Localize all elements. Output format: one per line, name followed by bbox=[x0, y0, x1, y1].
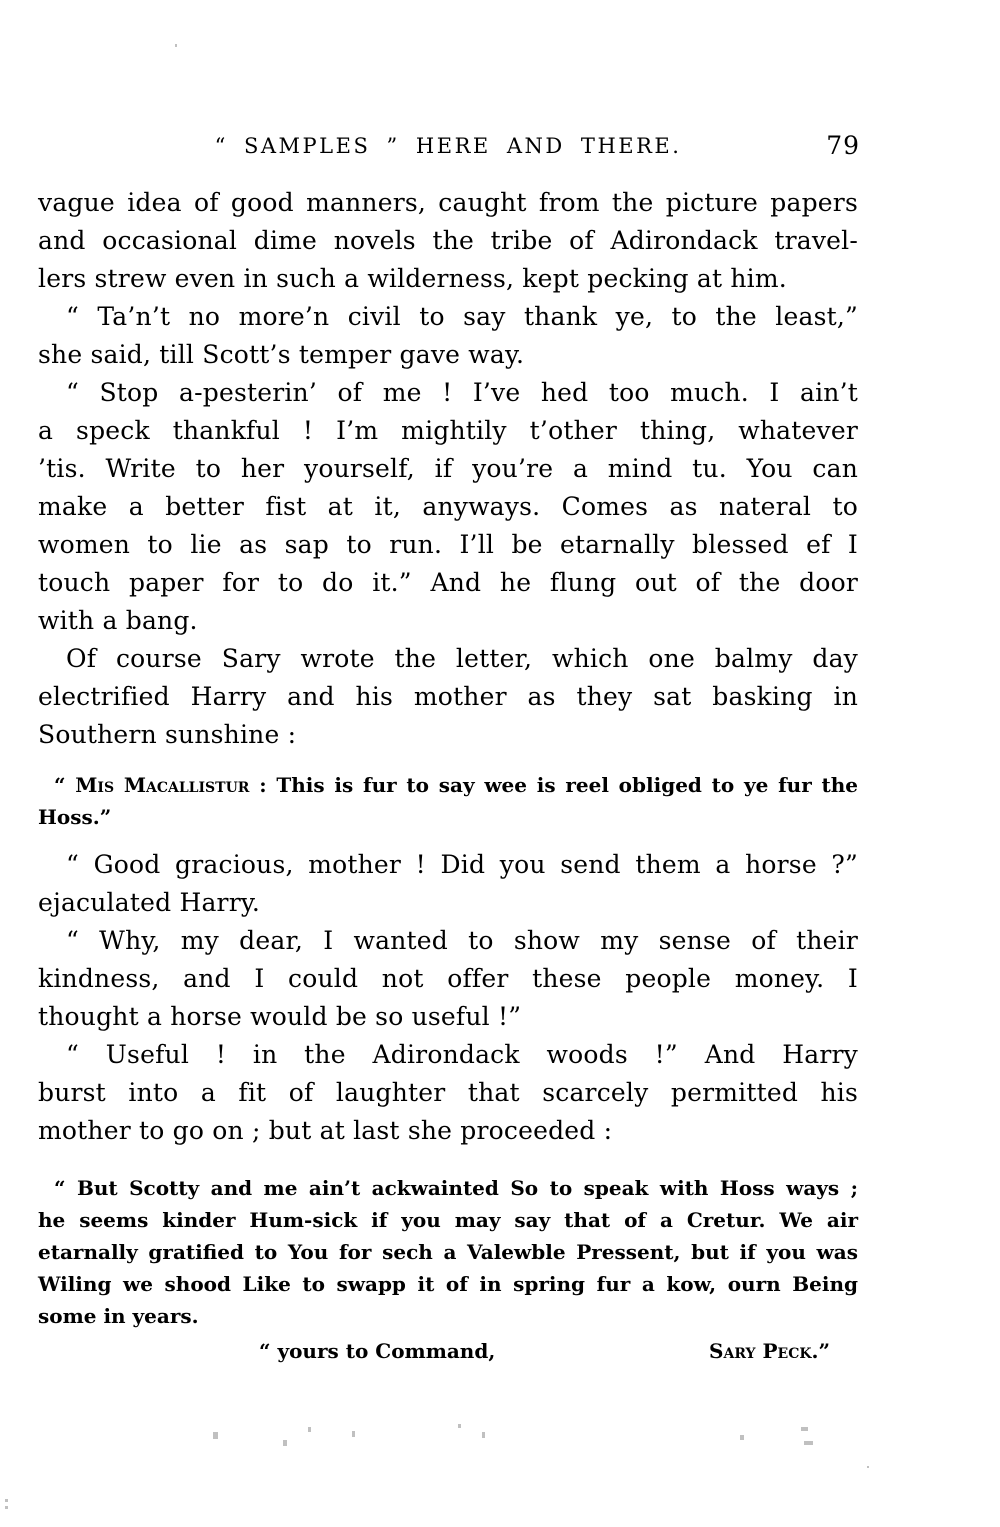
paragraph-7 bbox=[38, 1036, 858, 1150]
text-line: “ Ta’n’t no more’n civil to say thank ye, to the least,” bbox=[66, 302, 858, 331]
paragraph-1 bbox=[38, 184, 858, 298]
scan-speck bbox=[175, 44, 177, 47]
text-line: “ But Scotty and me ain’t ackwainted So to speak with Hoss ways ; bbox=[54, 1176, 858, 1200]
text-line: women to lie as sap to run. I’ll be etarnally blessed ef I bbox=[38, 530, 858, 559]
scan-speck bbox=[308, 1427, 311, 1432]
text-block bbox=[38, 184, 858, 1368]
page-number: 79 bbox=[826, 131, 860, 160]
text-line: electrified Harry and his mother as they sat basking in bbox=[38, 682, 858, 711]
text-line: thought a horse would be so useful !” bbox=[38, 1002, 522, 1031]
text-line: kindness, and I could not offer these people money. I bbox=[38, 964, 858, 993]
letter-quote-2 bbox=[38, 1172, 858, 1332]
scan-speck bbox=[740, 1435, 744, 1440]
paragraph-6 bbox=[38, 922, 858, 1036]
text-line: touch paper for to do it.” And he flung out of the door bbox=[38, 568, 858, 597]
text-line: he seems kinder Hum-sick if you may say that of a Cretur. We air bbox=[38, 1208, 858, 1232]
text-line: with a bang. bbox=[38, 606, 198, 635]
text-line: and occasional dime novels the tribe of Adirondack travel- bbox=[38, 226, 858, 255]
text-line: burst into a fit of laughter that scarcely permitted his bbox=[38, 1078, 858, 1107]
text-line: lers strew even in such a wilderness, kept pecking at him. bbox=[38, 264, 787, 293]
text-line: “ Why, my dear, I wanted to show my sense of their bbox=[66, 926, 858, 955]
signature-line bbox=[38, 1334, 858, 1368]
paragraph-2 bbox=[38, 298, 858, 374]
paragraph-5 bbox=[38, 846, 858, 922]
text-line: “ Stop a-pesterin’ of me ! I’ve hed too much. I ain’t bbox=[66, 378, 858, 407]
text-line: she said, till Scott’s temper gave way. bbox=[38, 340, 525, 369]
text-line: a speck thankful ! I’m mightily t’other thing, whatever bbox=[38, 416, 858, 445]
scan-speck bbox=[352, 1431, 355, 1437]
text-line: Of course Sary wrote the letter, which one balmy day bbox=[66, 644, 858, 673]
signature-name: Sary Peck.” bbox=[709, 1339, 830, 1363]
text-line: Wiling we shood Like to swapp it of in spring fur a kow, ourn Being bbox=[38, 1272, 858, 1296]
addressee-name: Mis Macallistur bbox=[75, 773, 250, 797]
scan-speck bbox=[482, 1432, 485, 1438]
scan-speck bbox=[801, 1427, 808, 1431]
signature-salutation: “ yours to Command, bbox=[259, 1339, 496, 1363]
scan-speck bbox=[867, 1466, 869, 1468]
text-line: vague idea of good manners, caught from the picture papers bbox=[38, 188, 858, 217]
paragraph-4 bbox=[38, 640, 858, 754]
text-line: “ Useful ! in the Adirondack woods !” And Harry bbox=[66, 1040, 858, 1069]
text-line: etarnally gratified to You for sech a Valewble Pressent, but if you was bbox=[38, 1240, 858, 1264]
text-line: Southern sunshine : bbox=[38, 720, 297, 749]
quote-open: “ bbox=[54, 773, 76, 797]
scan-speck bbox=[458, 1424, 461, 1428]
text-line: mother to go on ; but at last she proceeded : bbox=[38, 1116, 613, 1145]
text-line: ejaculated Harry. bbox=[38, 888, 261, 917]
text-line: make a better fist at it, anyways. Comes as nateral to bbox=[38, 492, 858, 521]
scan-speck bbox=[213, 1432, 218, 1439]
text-line bbox=[38, 769, 858, 801]
scan-speck bbox=[5, 1506, 8, 1509]
text-line: some in years. bbox=[38, 1304, 199, 1328]
text-line: “ Good gracious, mother ! Did you send them a horse ?” bbox=[66, 850, 858, 879]
text-line: Hoss.” bbox=[38, 805, 112, 829]
paragraph-3 bbox=[38, 374, 858, 640]
scan-speck bbox=[283, 1440, 287, 1446]
letter-quote-1 bbox=[38, 769, 858, 833]
text-line: ’tis. Write to her yourself, if you’re a mind tu. You can bbox=[38, 454, 858, 483]
running-header: “ SAMPLES ” HERE AND THERE. bbox=[214, 134, 682, 158]
letter-text: : This is fur to say wee is reel obliged to ye fur the bbox=[249, 773, 859, 797]
scan-speck bbox=[804, 1441, 813, 1445]
scan-speck bbox=[5, 1499, 8, 1502]
